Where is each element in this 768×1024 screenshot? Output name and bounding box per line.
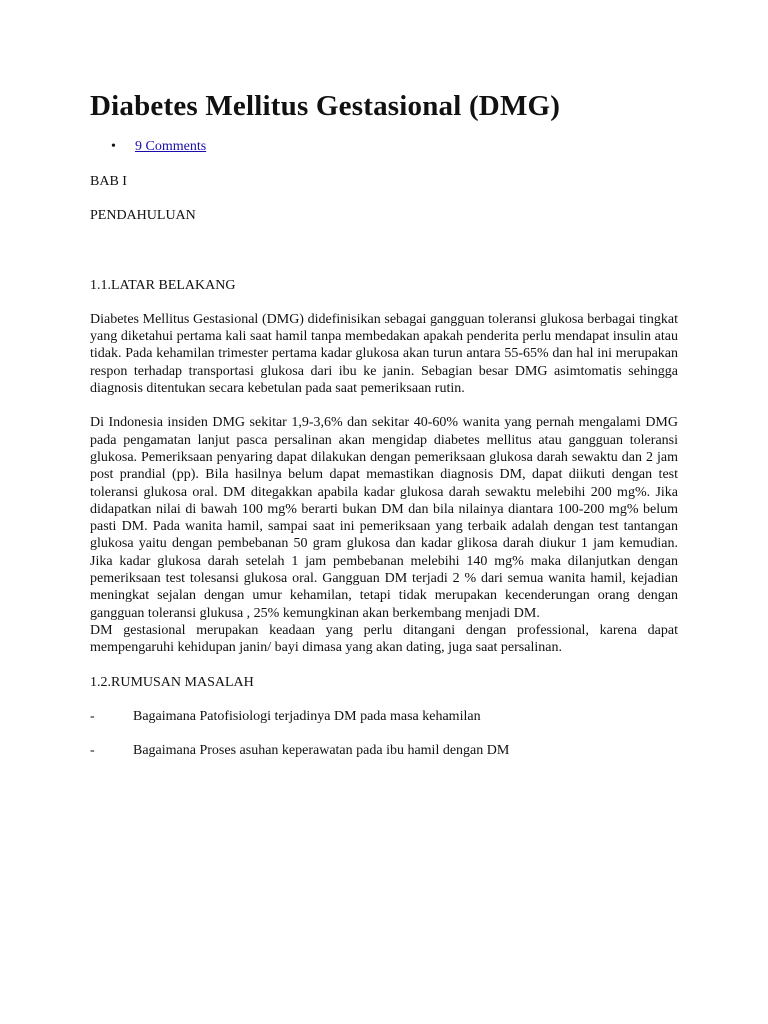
- post-meta-list: [90, 138, 678, 156]
- question-item: [90, 742, 678, 759]
- dash-marker: -: [90, 708, 95, 724]
- document-body: [90, 86, 678, 759]
- section-heading-latar-belakang: 1.1.LATAR BELAKANG: [90, 277, 236, 293]
- page-title: Diabetes Mellitus Gestasional (DMG): [90, 90, 561, 122]
- paragraph-indonesia: Di Indonesia insiden DMG sekitar 1,9-3,6% dan sekitar 40-60% wanita yang pernah mengalami DMG pada pengamatan lanjut pasca persalinan akan mengidap diabetes mellitus atau gangguan toleransi glukosa. Pemeriksaan penyaring dapat dilakukan dengan pemeriksaan glukosa darah sewaktu dan 2 jam post prandial (pp). Bila hasilnya belum dapat memastikan diagnosis DM, dapat diikuti dengan test toleransi glukosa oral. DM ditegakkan apabila kadar glukosa darah sewaktu melebihi 200 mg%. Jika didapatkan nilai di bawah 100 mg% berarti bukan DM dan bila nilainya diantara 100-200 mg% belum pasti DM. Pada wanita hamil, sampai saat ini pemeriksaan yang terbaik adalah dengan test tantangan glukosa yaitu dengan pembebanan 50 gram glukosa dan kadar glikosa darah diukur 1 jam kemudian. Jika kadar glukosa darah setelah 1 jam pembebanan melebihi 140 mg% maka dilanjutkan dengan pemeriksaan test tolesansi glukosa oral. Gangguan DM terjadi 2 % dari semua wanita hamil, kejadian meningkat sejalan dengan umur kehamilan, tetapi tidak merupakan kecenderungan orang dengan gangguan toleransi glukusa , 25% kemungkinan akan berkembang menjadi DM.: [90, 415, 678, 621]
- paragraph-definition: Diabetes Mellitus Gestasional (DMG) didefinisikan sebagai gangguan toleransi glukosa berbagai tingkat yang diketahui pertama kali saat hamil tanpa membedakan apakah penderita perlu mendapat insulin atau tidak. Pada kehamilan trimester pertama kadar glukosa akan turun antara 55-65% dan hal ini merupakan respon terhadap transportasi glukosa dari ibu ke janin. Sebagian besar DMG asimtomatis sehingga diagnosis ditentukan secara kebetulan pada saat pemeriksaan rutin.: [90, 311, 678, 397]
- chapter-title: PENDAHULUAN: [90, 208, 196, 224]
- question-text: Bagaimana Patofisiologi terjadinya DM pada masa kehamilan: [133, 708, 481, 724]
- dash-marker: -: [90, 743, 95, 759]
- chapter-label: BAB I: [90, 174, 127, 189]
- question-text: Bagaimana Proses asuhan keperawatan pada ibu hamil dengan DM: [133, 743, 510, 759]
- bullet-icon: •: [111, 139, 116, 154]
- paragraph-group-indonesia: [90, 414, 678, 656]
- comments-item: [90, 138, 678, 156]
- section-heading-rumusan-masalah: 1.2.RUMUSAN MASALAH: [90, 674, 254, 690]
- paragraph-professional: DM gestasional merupakan keadaan yang perlu ditangani dengan professional, karena dapat mempengaruhi kehidupan janin/ bayi dimasa yang akan dating, juga saat persalinan.: [90, 622, 678, 656]
- comments-link[interactable]: 9 Comments: [135, 139, 207, 154]
- question-item: [90, 708, 678, 725]
